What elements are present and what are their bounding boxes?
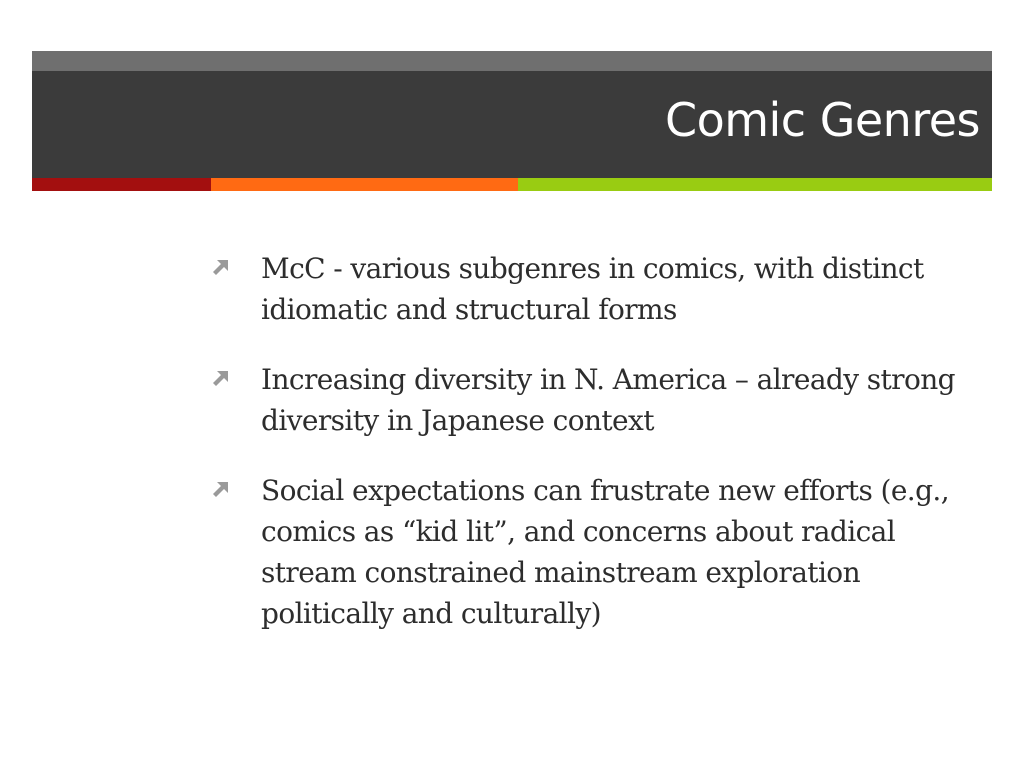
bullet-item	[212, 359, 982, 441]
arrow-up-right-icon	[212, 480, 230, 498]
bullet-list	[212, 248, 982, 663]
header-top-strip	[32, 51, 992, 71]
bullet-item	[212, 470, 982, 634]
bullet-item	[212, 248, 982, 330]
header-band	[32, 71, 992, 178]
accent-bar-green	[518, 178, 992, 191]
arrow-up-right-icon	[212, 369, 230, 387]
bullet-text: Increasing diversity in N. America – already strong diversity in Japanese context	[261, 363, 955, 437]
accent-bar-red	[32, 178, 211, 191]
bullet-text: Social expectations can frustrate new efforts (e.g., comics as “kid lit”, and concerns about radical stream constrained mainstream exploration politically and culturally)	[261, 474, 950, 630]
arrow-up-right-icon	[212, 258, 230, 276]
slide-title: Comic Genres	[664, 93, 980, 147]
bullet-text: McC - various subgenres in comics, with distinct idiomatic and structural forms	[261, 252, 924, 326]
accent-bar-orange	[211, 178, 518, 191]
